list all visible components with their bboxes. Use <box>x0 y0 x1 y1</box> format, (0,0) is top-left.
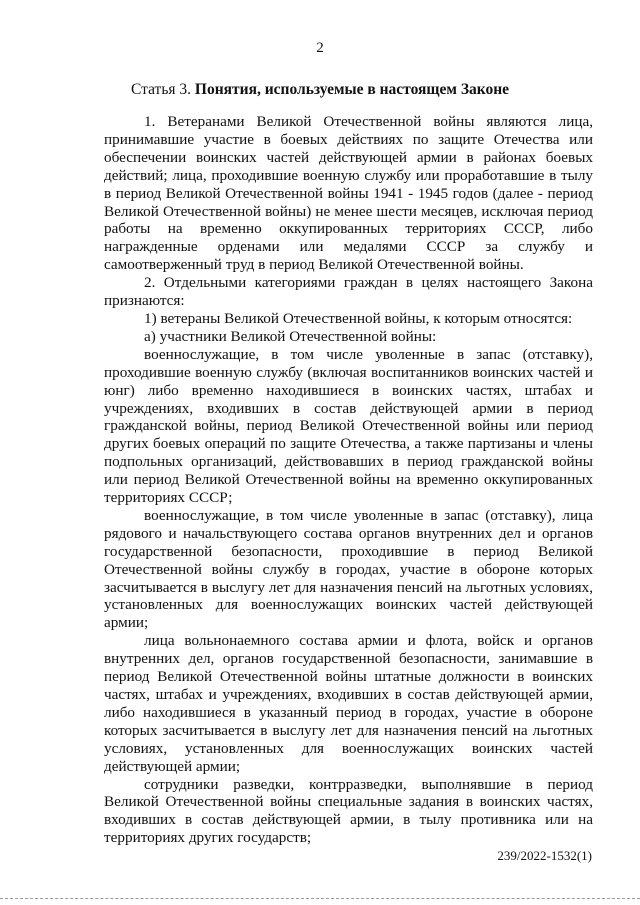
paragraph: 1. Ветеранами Великой Отечественной войны являются лица, принимавшие участие в боевых действиях по защите Отечества или обеспечении воинских частей действующей армии в районах боевых действий; лица, проходившие военную службу или проработавшие в тылу в период Великой Отечественной войны 1941 - 1945 годов (далее - период Великой Отечественной войны) не менее шести месяцев, исключая период работы на временно оккупированных территориях СССР, либо награжденные орденами или медалями СССР за службу и самоотверженный труд в период Великой Отечественной войны. <box>104 113 593 274</box>
paragraph: военнослужащие, в том числе уволенные в запас (отставку), лица рядового и начальствующего состава органов внутренних дел и органов государственной безопасности, проходившие в период Великой Отечественной войны службу в городах, участие в обороне которых засчитывается в выслугу лет для назначения пенсий на льготных условиях, установленных для военнослужащих воинских частей действующей армии; <box>104 506 593 632</box>
article-title: Понятия, используемые в настоящем Законе <box>194 81 510 98</box>
paragraph: 2. Отдельными категориями граждан в целях настоящего Закона признаются: <box>104 274 593 310</box>
page-number: 2 <box>316 40 324 56</box>
scan-edge-divider <box>0 898 640 901</box>
article-heading <box>0 81 640 99</box>
article-prefix: Статья 3. <box>130 81 195 98</box>
paragraph: а) участники Великой Отечественной войны: <box>144 327 437 345</box>
paragraph: 1) ветераны Великой Отечественной войны, к которым относятся: <box>144 309 573 327</box>
paragraph: военнослужащие, в том числе уволенные в запас (отставку), проходившие военную службу (включая воспитанников воинских частей и юнг) либо временно находившиеся в воинских частях, штабах и учреждениях, входивших в состав действующей армии в период гражданской войны, период Великой Отечественной войны или период других боевых операций по защите Отечества, а также партизаны и члены подпольных организаций, действовавших в период гражданской войны или период Великой Отечественной войны на временно оккупированных территориях СССР; <box>104 345 593 507</box>
document-code: 239/2022-1532(1) <box>497 848 592 863</box>
paragraph: сотрудники разведки, контрразведки, выполнявшие в период Великой Отечественной войны специальные задания в воинских частях, входивших в состав действующей армии, в тылу противника или на территориях других государств; <box>104 775 593 847</box>
article-body <box>104 113 593 847</box>
paragraph: лица вольнонаемного состава армии и флота, войск и органов внутренних дел, органов государственной безопасности, занимавшие в период Великой Отечественной войны штатные должности в воинских частях, штабах и учреждениях, входивших в состав действующей армии, либо находившиеся в указанный период в городах, участие в обороне которых засчитывается в выслугу лет для назначения пенсий на льготных условиях, установленных для военнослужащих воинских частей действующей армии; <box>104 632 593 775</box>
